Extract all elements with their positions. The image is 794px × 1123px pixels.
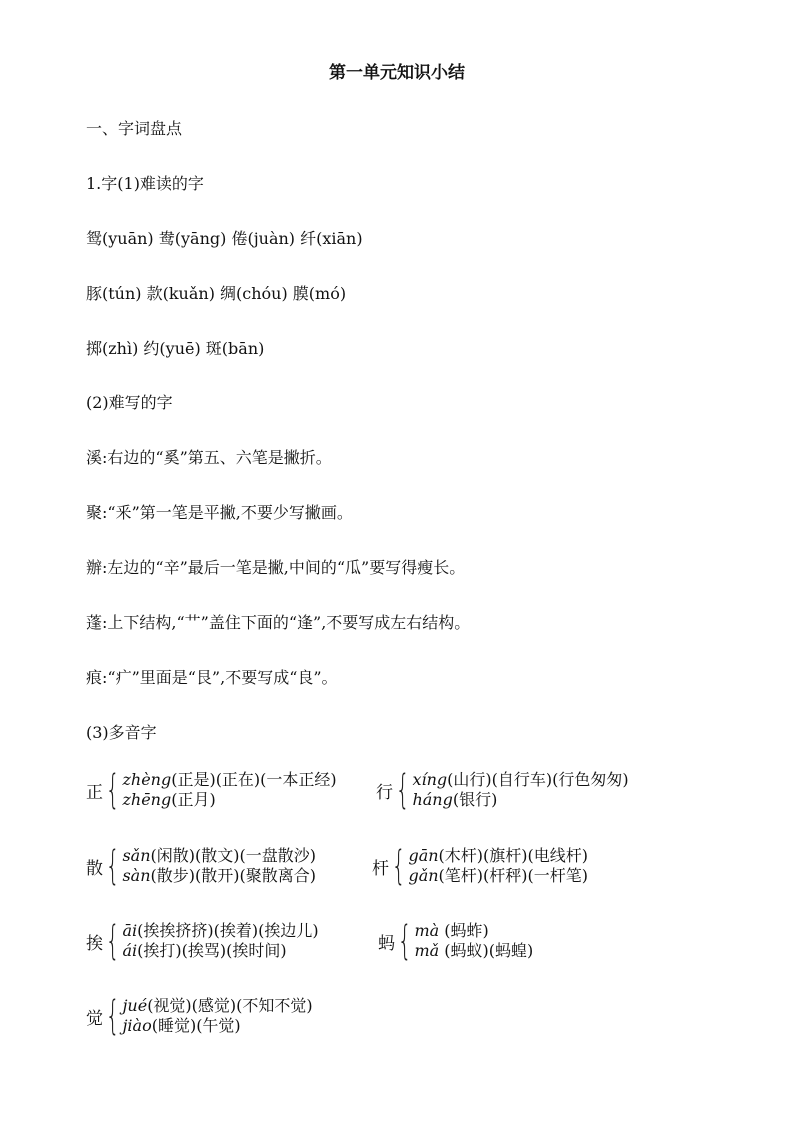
hard-write-line-3: 辦:左边的“辛”最后一笔是撇,中间的“瓜”要写得瘦长。	[86, 558, 466, 577]
polyphone-row: jué(视觉)(感觉)(不知不觉)	[122, 996, 313, 1015]
hard-read-line-2: 豚(tún) 款(kuǎn) 绸(chóu) 膜(mó)	[86, 284, 347, 303]
polyphone-san	[86, 843, 316, 889]
polyphone-row: zhēng(正月)	[122, 790, 216, 809]
polyphone-jue	[86, 993, 313, 1039]
brace-icon: {	[395, 767, 410, 813]
hard-write-line-5: 痕:“疒”里面是“艮”,不要写成“良”。	[86, 668, 338, 687]
polyphone-row: sàn(散步)(散开)(聚散离合)	[122, 866, 316, 885]
subsection-hard-write: (2)难写的字	[86, 393, 173, 412]
polyphone-char: 觉	[86, 1008, 103, 1029]
brace-icon: {	[105, 993, 120, 1039]
polyphone-char: 杆	[372, 858, 389, 879]
hard-write-line-1: 溪:右边的“奚”第五、六笔是撇折。	[86, 448, 332, 467]
hard-read-line-1: 鸳(yuān) 鸯(yāng) 倦(juàn) 纤(xiān)	[86, 229, 363, 248]
page-title: 第一单元知识小结	[329, 63, 465, 83]
brace-icon: {	[105, 918, 120, 964]
polyphone-row: jiào(睡觉)(午觉)	[122, 1016, 241, 1035]
hard-write-line-2: 聚:“釆”第一笔是平撇,不要少写撇画。	[86, 503, 353, 522]
polyphone-ma	[378, 918, 534, 964]
polyphone-row: mǎ (蚂蚁)(蚂蝗)	[414, 941, 534, 960]
polyphone-row: mà (蚂蚱)	[414, 921, 489, 940]
brace-icon: {	[391, 843, 406, 889]
polyphone-char: 正	[86, 782, 103, 803]
polyphone-xing	[376, 767, 629, 813]
polyphone-char: 行	[376, 782, 393, 803]
polyphone-row: gǎn(笔杆)(杆秤)(一杆笔)	[408, 866, 589, 885]
polyphone-char: 散	[86, 858, 103, 879]
brace-icon: {	[105, 843, 120, 889]
polyphone-row: xíng(山行)(自行车)(行色匆匆)	[412, 770, 629, 789]
polyphone-zheng	[86, 767, 337, 813]
polyphone-char: 挨	[86, 933, 103, 954]
polyphone-row: āi(挨挨挤挤)(挨着)(挨边儿)	[122, 921, 319, 940]
polyphone-gan	[372, 843, 589, 889]
polyphone-char: 蚂	[378, 933, 395, 954]
polyphone-row: gān(木杆)(旗杆)(电线杆)	[408, 846, 589, 865]
section-heading: 一、字词盘点	[86, 119, 183, 138]
polyphone-row: zhèng(正是)(正在)(一本正经)	[122, 770, 337, 789]
hard-read-line-3: 掷(zhì) 约(yuē) 斑(bān)	[86, 339, 265, 358]
subsection-polyphone: (3)多音字	[86, 723, 157, 742]
polyphone-row: háng(银行)	[412, 790, 498, 809]
polyphone-row: sǎn(闲散)(散文)(一盘散沙)	[122, 846, 316, 865]
subsection-hard-read: 1.字(1)难读的字	[86, 174, 204, 193]
brace-icon: {	[397, 918, 412, 964]
brace-icon: {	[105, 767, 120, 813]
polyphone-ai	[86, 918, 319, 964]
hard-write-line-4: 蓬:上下结构,“艹”盖住下面的“逢”,不要写成左右结构。	[86, 613, 471, 632]
polyphone-row: ái(挨打)(挨骂)(挨时间)	[122, 941, 287, 960]
